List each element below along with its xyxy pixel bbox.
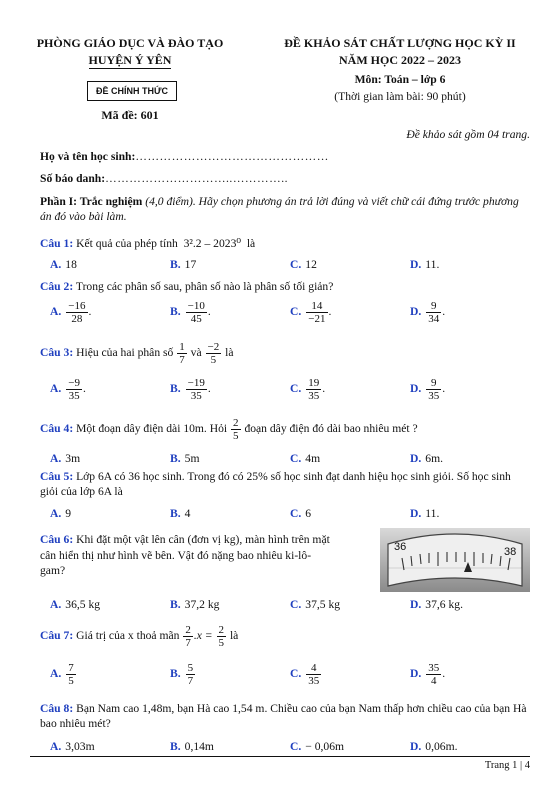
question-1: Câu 1: Kết quả của phép tính 3².2 – 2023⁰ là: [40, 237, 256, 250]
official-badge: ĐỀ CHÍNH THỨC: [87, 81, 177, 101]
q3-option-d[interactable]: D. $\frac{9}{35}$ .: [410, 377, 446, 402]
q3-option-b[interactable]: B. $\frac{-19}{35}$ .: [170, 377, 211, 402]
scale-label-right: 38: [504, 546, 517, 558]
q7-option-a[interactable]: A. $\frac{7}{5}$: [50, 662, 74, 687]
time-limit: (Thời gian làm bài: 90 phút): [334, 90, 466, 103]
q4-option-a[interactable]: A. 3m: [50, 452, 81, 465]
question-5: Câu 5: Lớp 6A có 36 học sinh. Trong đó có 25% số học sinh đạt danh hiệu học sinh giỏi. Số học sinh giỏi của lớp 6A là: [40, 470, 511, 498]
q5-option-a[interactable]: A. 9: [50, 507, 72, 520]
q8-option-c[interactable]: C. − 0,06m: [290, 740, 345, 753]
question-6-options: [50, 598, 530, 614]
pages-note: Đề khảo sát gồm 04 trang.: [406, 128, 530, 141]
question-4: Câu 4: Một đoạn dây điện dài 10m. Hỏi $\frac{2}{5}$ đoạn dây điện đó dài bao nhiêu mét ?: [40, 417, 418, 442]
q1-option-d[interactable]: D. 11.: [410, 258, 440, 271]
q4-option-d[interactable]: D. 6m.: [410, 452, 443, 465]
department-name: PHÒNG GIÁO DỤC VÀ ĐÀO TẠO: [36, 36, 224, 50]
q1-option-b[interactable]: B. 17: [170, 258, 197, 271]
question-5-options: [50, 507, 530, 523]
q2-option-c[interactable]: C. $\frac{14}{-21}$ .: [290, 300, 332, 325]
student-name-line: Họ và tên học sinh:…………………………………………: [40, 150, 329, 163]
question-7-options: [50, 662, 530, 690]
school-year: NĂM HỌC 2022 – 2023: [339, 53, 461, 67]
q8-option-d[interactable]: D. 0,06m.: [410, 740, 458, 753]
question-2: Câu 2: Trong các phân số sau, phân số nào là phân số tối giản?: [40, 280, 334, 293]
question-8-options: [50, 740, 530, 756]
q7-option-d[interactable]: D. $\frac{35}{4}$ .: [410, 662, 446, 687]
q2-option-b[interactable]: B. $\frac{-10}{45}$ .: [170, 300, 211, 325]
question-4-options: [50, 452, 530, 468]
district-name: HUYỆN Ý YÊN: [88, 53, 172, 67]
scale-image: [380, 528, 530, 592]
student-id-line: Số báo danh:…………………………..…………..: [40, 172, 288, 185]
q8-option-a[interactable]: A. 3,03m: [50, 740, 95, 753]
q4-option-c[interactable]: C. 4m: [290, 452, 321, 465]
q5-option-d[interactable]: D. 11.: [410, 507, 440, 520]
q3-option-c[interactable]: C. $\frac{19}{35}$ .: [290, 377, 326, 402]
exam-code: Mã đề: 601: [101, 108, 159, 122]
question-7: Câu 7: Giá trị của x thoả mãn $\frac{2}{7}$ .x = $\frac{2}{5}$ là: [40, 624, 239, 649]
scale-label-left: 36: [394, 541, 407, 553]
q7-option-c[interactable]: C. $\frac{4}{35}$: [290, 662, 320, 687]
q7-option-b[interactable]: B. $\frac{5}{7}$: [170, 662, 194, 687]
q6-option-a[interactable]: A. 36,5 kg: [50, 598, 101, 611]
question-6: Câu 6: Khi đặt một vật lên cân (đơn vị kg), màn hình trên mặt cân hiển thị như hình vẽ bên. Vật đó nặng bao nhiêu ki-lô-gam?: [40, 533, 330, 577]
page-number: Trang 1 | 4: [484, 760, 530, 771]
q8-option-b[interactable]: B. 0,14m: [170, 740, 214, 753]
question-2-options: [50, 300, 530, 328]
q5-option-b[interactable]: B. 4: [170, 507, 191, 520]
q1-option-a[interactable]: A. 18: [50, 258, 77, 271]
question-3: Câu 3: Hiệu của hai phân số $\frac{1}{7}$ và $\frac{-2}{5}$ là: [40, 341, 234, 366]
q2-option-d[interactable]: D. $\frac{9}{34}$ .: [410, 300, 446, 325]
q3-option-a[interactable]: A. $\frac{-9}{35}$ .: [50, 377, 86, 402]
subject: Môn: Toán – lớp 6: [354, 73, 446, 86]
exam-title: ĐỀ KHẢO SÁT CHẤT LƯỢNG HỌC KỲ II: [284, 36, 516, 50]
question-8: Câu 8: Bạn Nam cao 1,48m, bạn Hà cao 1,54 m. Chiều cao của bạn Nam thấp hơn chiều cao của bạn Hà bao nhiêu mét?: [40, 702, 527, 730]
question-3-options: [50, 377, 530, 405]
q6-option-b[interactable]: B. 37,2 kg: [170, 598, 220, 611]
q2-option-a[interactable]: A. $\frac{-16}{28}$ .: [50, 300, 92, 325]
q4-option-b[interactable]: B. 5m: [170, 452, 200, 465]
footer-divider: [30, 756, 530, 757]
q1-option-c[interactable]: C. 12: [290, 258, 317, 271]
q6-option-c[interactable]: C. 37,5 kg: [290, 598, 341, 611]
question-1-options: [50, 258, 530, 274]
q6-option-d[interactable]: D. 37,6 kg.: [410, 598, 463, 611]
part1-heading: Phần I: Trắc nghiệm (4,0 điểm). Hãy chọn phương án trả lời đúng và viết chữ cái đứng trước phương án đó vào bài làm.: [40, 195, 519, 223]
q5-option-c[interactable]: C. 6: [290, 507, 312, 520]
